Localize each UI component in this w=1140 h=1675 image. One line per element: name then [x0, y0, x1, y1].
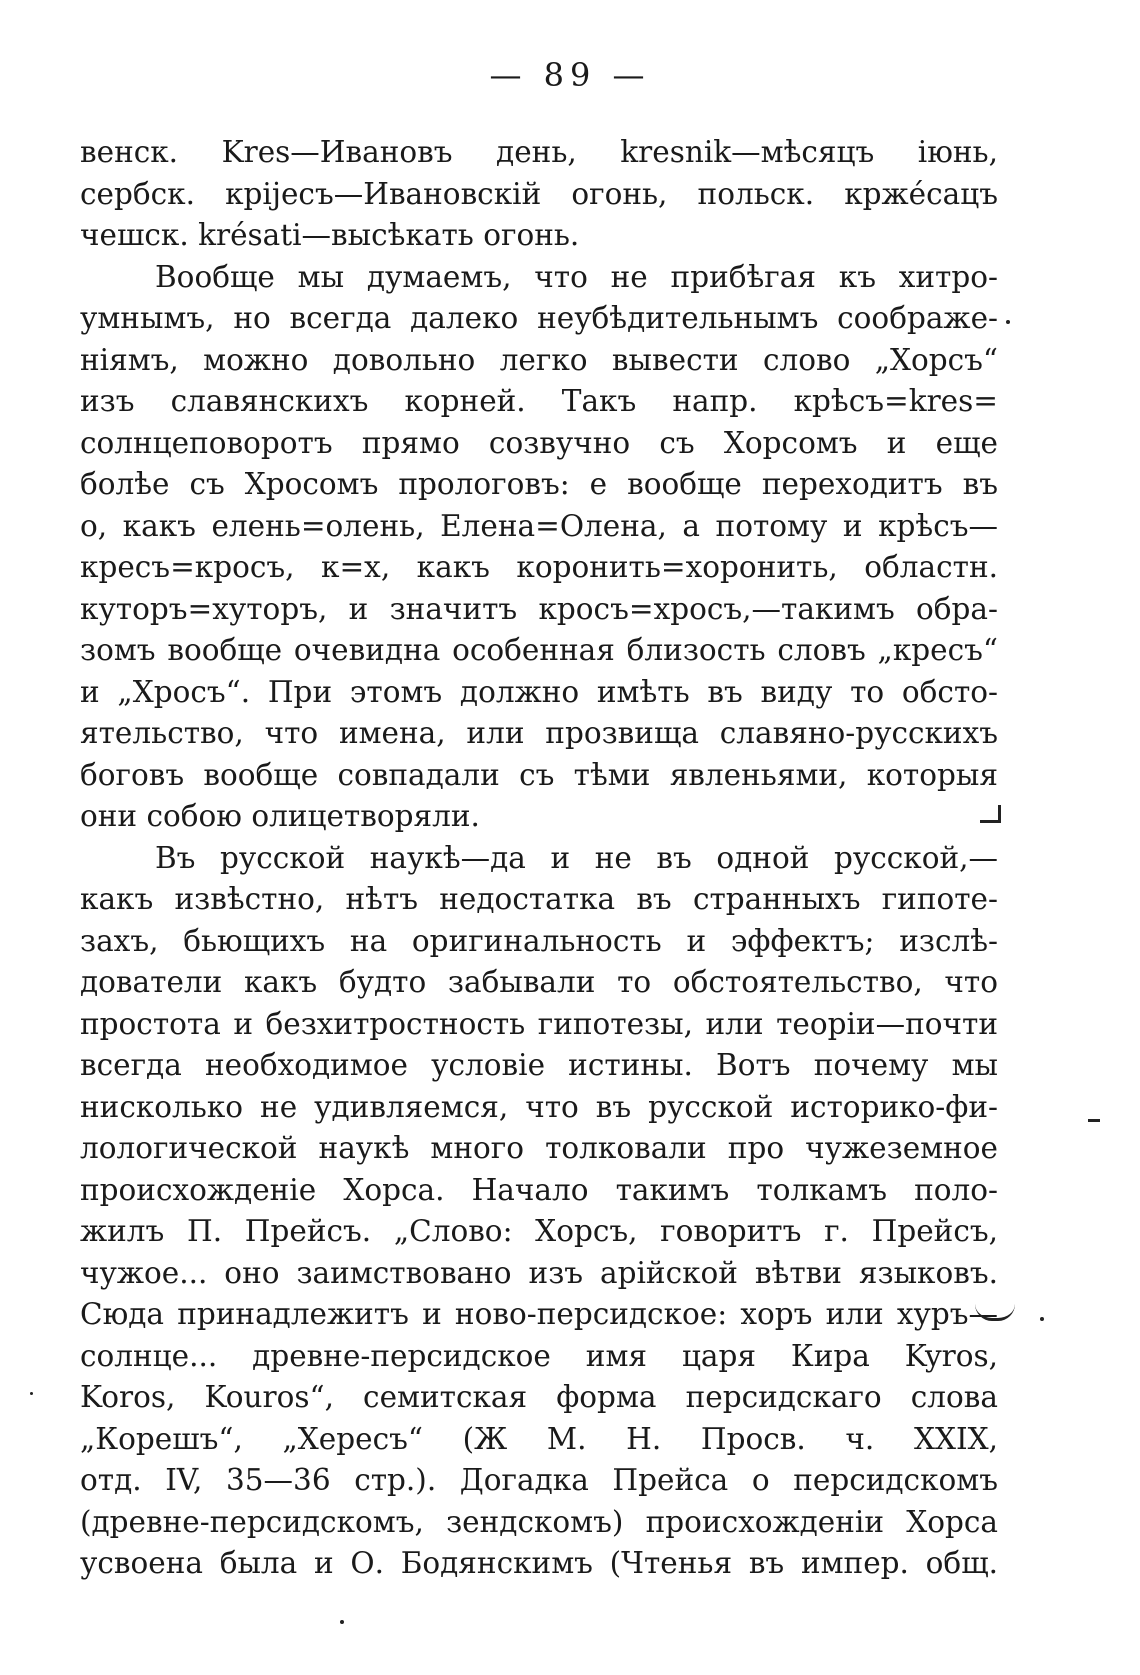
- text-line: лологической наукѣ много толковали про чужеземное: [80, 1131, 998, 1165]
- paragraph-start-line: Вообще мы думаемъ, что не прибѣгая къ хитро-: [155, 259, 998, 294]
- text-line: они собою олицетворяли.: [80, 799, 480, 833]
- text-line: чужое... оно заимствовано изъ арійской вѣтви языковъ.: [80, 1255, 998, 1290]
- text-line: нисколько не удивляемся, что въ русской историко-фи-: [80, 1089, 998, 1124]
- text-line: усвоена была и О. Бодянскимъ (Чтенья въ импер. общ.: [80, 1546, 998, 1580]
- text-line: захъ, бьющихъ на оригинальность и эффектъ; изслѣ-: [80, 923, 998, 958]
- pencil-mark: [998, 805, 1001, 823]
- text-line: ніямъ, можно довольно легко вывести слово „Хорсъ“: [80, 342, 998, 377]
- text-line: всегда необходимое условіе истины. Вотъ почему мы: [80, 1048, 998, 1082]
- text-line: боговъ вообще совпадали съ тѣми явленьями, которыя: [80, 757, 998, 792]
- text-line: чешск. krésati—высѣкать огонь.: [80, 218, 580, 252]
- text-line: дователи какъ будто забывали то обстоятельство, что: [80, 965, 998, 999]
- text-line: умнымъ, но всегда далеко неубѣдительнымъ соображе-: [80, 301, 998, 335]
- speck-mark: [30, 1392, 33, 1395]
- body-text: [80, 132, 998, 1585]
- text-line: простота и безхитростность гипотезы, или теоріи—почти: [80, 1006, 998, 1041]
- speck-mark: [340, 1620, 344, 1624]
- text-line: куторъ=хуторъ, и значитъ кросъ=хросъ,—такимъ обра-: [80, 591, 998, 626]
- text-line: болѣе съ Хросомъ прологовъ: е вообще переходитъ въ: [80, 467, 998, 501]
- text-line: Сюда принадлежитъ и ново-персидское: хоръ или хуръ—: [80, 1297, 998, 1331]
- text-line: Koros, Kouros“, семитская форма персидскаго слова: [80, 1380, 998, 1414]
- text-line: жилъ П. Прейсъ. „Слово: Хорсъ, говоритъ г. Прейсъ,: [80, 1214, 998, 1248]
- text-line: и „Хросъ“. При этомъ должно имѣть въ виду то обсто-: [80, 674, 998, 709]
- text-line: отд. IV, 35—36 стр.). Догадка Прейса о персидскомъ: [80, 1463, 998, 1497]
- text-line: „Корешъ“, „Хересъ“ (Ж М. Н. Просв. ч. XXIX,: [80, 1421, 998, 1456]
- text-line: зомъ вообще очевидна особенная близость словъ „кресъ“: [80, 633, 998, 667]
- page-number: — 89 —: [489, 56, 651, 94]
- text-line: кресъ=кросъ, к=х, какъ коронить=хоронить, областн.: [80, 550, 998, 584]
- text-line: солнце... древне-персидское имя царя Кира Kyros,: [80, 1338, 998, 1373]
- text-line: сербск. крijесъ—Ивановскій огонь, польск. кржéсацъ: [80, 176, 998, 211]
- text-line: ятельство, что имена, или прозвища славяно-русскихъ: [80, 716, 998, 750]
- speck-mark: [1040, 1317, 1044, 1321]
- pencil-mark: [980, 820, 1000, 823]
- text-line: (древне-персидскомъ, зендскомъ) происхожденіи Хорса: [80, 1504, 998, 1539]
- text-line: солнцеповоротъ прямо созвучно съ Хорсомъ и еще: [80, 425, 998, 460]
- text-line: какъ извѣстно, нѣтъ недостатка въ странныхъ гипоте-: [80, 882, 998, 916]
- margin-dash-mark: [1088, 1119, 1100, 1122]
- text-line: происхожденіе Хорса. Начало такимъ толкамъ поло-: [80, 1172, 998, 1207]
- paragraph-start-line: Въ русской наукѣ—да и не въ одной русской,—: [155, 840, 998, 875]
- text-line: о, какъ елень=олень, Елена=Олена, а потому и крѣсъ—: [80, 508, 998, 543]
- text-line: изъ славянскихъ корней. Такъ напр. крѣсъ=kres=: [80, 384, 998, 418]
- text-line: венск. Kres—Ивановъ день, kresnik—мѣсяцъ іюнь,: [80, 135, 998, 169]
- speck-mark: [1006, 320, 1010, 324]
